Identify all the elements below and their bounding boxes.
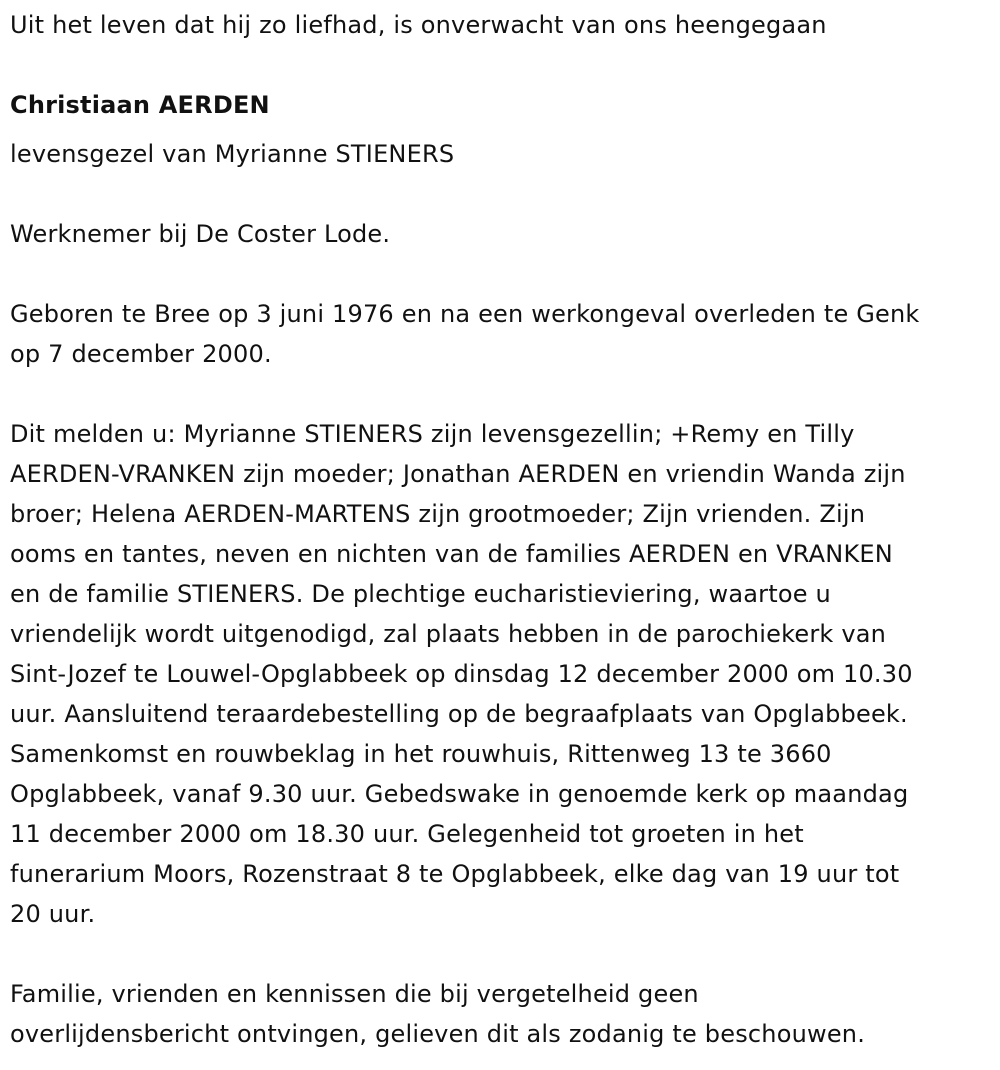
announcement-line: uur. Aansluitend teraardebestelling op de begraafplaats van Opglabbeek. [10,700,908,728]
announcement-line: 11 december 2000 om 18.30 uur. Gelegenheid tot groeten in het [10,820,804,848]
announcement-line: Dit melden u: Myrianne STIENERS zijn levensgezellin; +Remy en Tilly [10,420,855,448]
announcement-line: vriendelijk wordt uitgenodigd, zal plaats hebben in de parochiekerk van [10,620,887,648]
deceased-name: Christiaan AERDEN [10,91,270,119]
announcement-line: funerarium Moors, Rozenstraat 8 te Opglabbeek, elke dag van 19 uur tot [10,860,900,888]
birth-death-line: op 7 december 2000. [10,340,272,368]
announcement-line: 20 uur. [10,900,96,928]
announcement-line: en de familie STIENERS. De plechtige eucharistieviering, waartoe u [10,580,831,608]
partner-text: levensgezel van Myrianne STIENERS [10,140,455,168]
intro-text: Uit het leven dat hij zo liefhad, is onverwacht van ons heengegaan [10,11,827,39]
closing-line: Familie, vrienden en kennissen die bij vergetelheid geen [10,980,699,1008]
employment-text: Werknemer bij De Coster Lode. [10,220,391,248]
announcement-line: Opglabbeek, vanaf 9.30 uur. Gebedswake in genoemde kerk op maandag [10,780,909,808]
announcement-line: AERDEN-VRANKEN zijn moeder; Jonathan AERDEN en vriendin Wanda zijn [10,460,906,488]
announcement-line: Samenkomst en rouwbeklag in het rouwhuis, Rittenweg 13 te 3660 [10,740,832,768]
announcement-line: Sint-Jozef te Louwel-Opglabbeek op dinsdag 12 december 2000 om 10.30 [10,660,913,688]
announcement-line: ooms en tantes, neven en nichten van de families AERDEN en VRANKEN [10,540,893,568]
closing-line: overlijdensbericht ontvingen, gelieven dit als zodanig te beschouwen. [10,1020,866,1048]
announcement-line: broer; Helena AERDEN-MARTENS zijn grootmoeder; Zijn vrienden. Zijn [10,500,866,528]
birth-death-line: Geboren te Bree op 3 juni 1976 en na een werkongeval overleden te Genk [10,300,920,328]
